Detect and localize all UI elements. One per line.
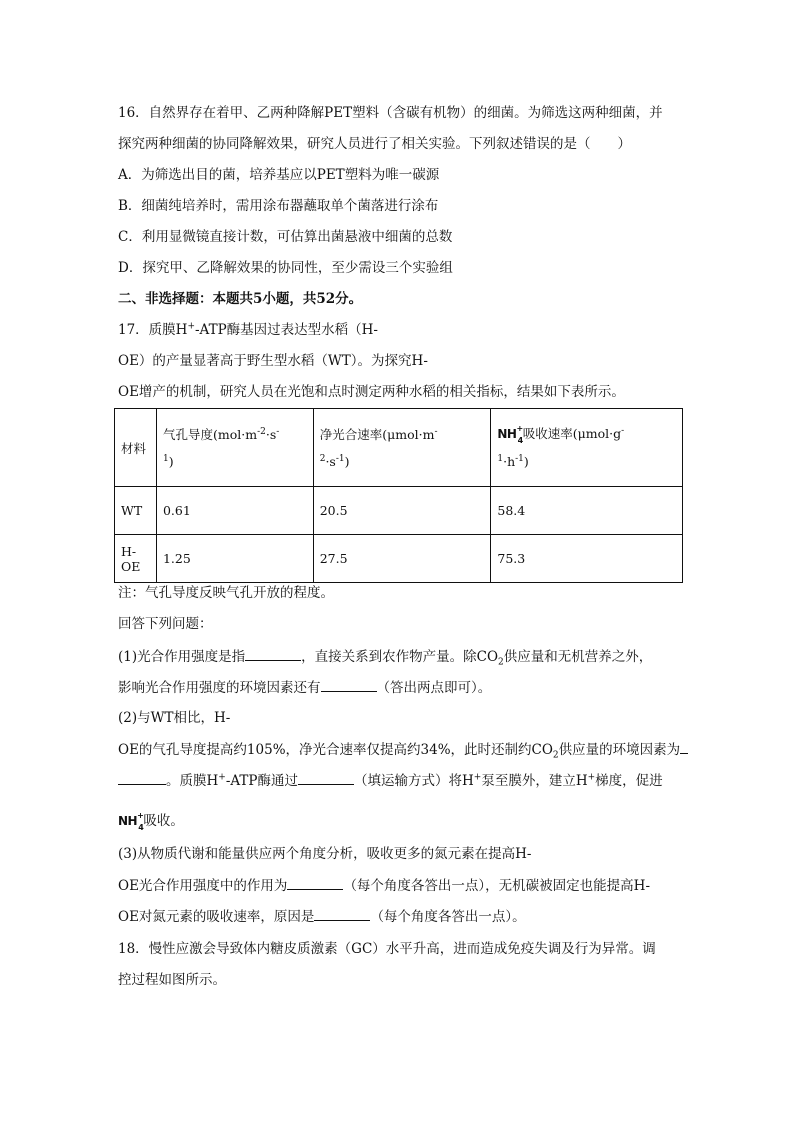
q17-part2-line3: 。质膜H+-ATP酶通过 （填运输方式）将H+泵至膜外，建立H+梯度，促进 [118,771,663,790]
q17-stem-line1: 17．质膜H+-ATP酶基因过表达型水稻（H- [118,321,378,338]
cell-material: WT [115,487,157,535]
q17-stem-line3: OE增产的机制，研究人员在光饱和点时测定两种水稻的相关指标，结果如下表所示。 [118,384,625,400]
cell-photo: 27.5 [313,535,491,583]
header-stomatal-conductance: 气孔导度($mol\cdot m^{-2}\cdot s^-$ $^1$) [156,409,313,487]
header-ammonium-absorption: $NH^+_4$吸收速率(μmol·g- $^1\cdot h^{-1}$) [491,409,683,487]
answer-blank[interactable] [287,876,343,890]
answer-blank[interactable] [245,647,301,661]
q17-part1-line2: 影响光合作用强度的环境因素还有 （答出两点即可）。 [118,680,492,696]
table-row [115,487,683,535]
q17-part3-line3: OE对氮元素的吸收速率，原因是 （每个角度各答出一点）。 [118,909,526,925]
q18-stem-line1: 18．慢性应激会导致体内糖皮质激素（GC）水平升高，进而造成免疫失调及行为异常。调 [118,941,656,957]
q17-part2-line4: $NH^+_4$吸收。 [118,811,184,833]
table-row [115,535,683,583]
header-net-photosynthesis: 净光合速率(μmol·m- $^2\cdot s^{-1}$) [313,409,491,487]
ammonium-formula: $NH^+_4$ [118,811,144,833]
q16-stem-line2: 探究两种细菌的协同降解效果，研究人员进行了相关实验。下列叙述错误的是（ ） [118,136,631,152]
q16-stem-line1: 16．自然界存在着甲、乙两种降解PET塑料（含碳有机物）的细菌。为筛选这两种细菌，并 [118,105,663,121]
cell-stomata: 1.25 [156,535,313,583]
answer-blank[interactable] [321,678,377,692]
answer-blank[interactable] [314,907,370,921]
q17-part1-line1: (1)光合作用强度是指 ，直接关系到农作物产量。除$CO_2$供应量和无机营养之外， [118,649,653,668]
q17-part3-line2: OE光合作用强度中的作用为 （每个角度各答出一点），无机碳被固定也能提高H- [118,878,651,894]
cell-absorb: 58.4 [491,487,683,535]
q16-option-d: D．探究甲、乙降解效果的协同性，至少需设三个实验组 [118,260,453,276]
q17-part2-line1: (2)与WT相比，H- [118,710,231,726]
data-table [114,408,683,583]
q16-option-b: B．细菌纯培养时，需用涂布器蘸取单个菌落进行涂布 [118,198,439,214]
cell-material: H-OE [115,535,157,583]
q16-option-a: A．为筛选出目的菌，培养基应以PET塑料为唯一碳源 [118,167,440,183]
q17-stem-line2: OE）的产量显著高于野生型水稻（WT）。为探究H- [118,353,428,369]
ammonium-formula: $NH^+_4$ [497,424,523,446]
answer-blank[interactable] [298,771,354,785]
cell-photo: 20.5 [313,487,491,535]
q17-part3-line1: (3)从物质代谢和能量供应两个角度分析，吸收更多的氮元素在提高H- [118,846,532,862]
q17-part2-line2: OE的气孔导度提高约105%，净光合速率仅提高约34%，此时还制约$CO_2$供应量的环境因素为 [118,740,688,759]
answer-prompt: 回答下列问题： [118,616,213,632]
header-material: 材料 [115,409,157,487]
q18-stem-line2: 控过程如图所示。 [118,972,226,988]
q16-option-c: C．利用显微镜直接计数，可估算出菌悬液中细菌的总数 [118,229,453,245]
table-header-row [115,409,683,487]
cell-absorb: 75.3 [491,535,683,583]
answer-blank[interactable] [680,740,688,754]
answer-blank[interactable] [118,771,166,785]
section-heading: 二、非选择题：本题共5小题，共52分。 [118,291,363,307]
table-note: 注：气孔导度反映气孔开放的程度。 [118,585,334,601]
cell-stomata: 0.61 [156,487,313,535]
